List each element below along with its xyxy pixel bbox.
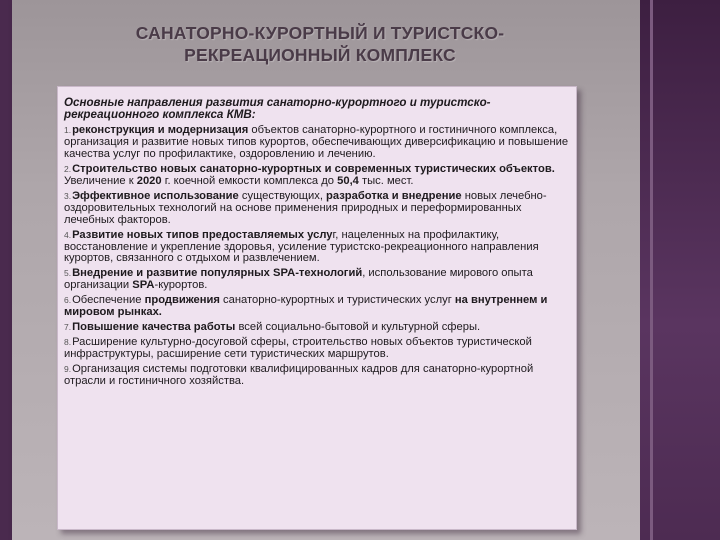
title-line-1: САНАТОРНО-КУРОРТНЫЙ И ТУРИСТСКО-: [135, 23, 505, 43]
list-item: [64, 364, 570, 388]
list-item: [64, 322, 570, 334]
slide-title: [60, 22, 580, 66]
item-text: Расширение культурно-досуговой сферы, строительство новых объектов туристической инфраструктуры, расширение сети туристических маршрутов.: [64, 335, 532, 360]
item-text: реконструкция и модернизация: [72, 124, 249, 137]
item-text: SPA: [132, 279, 155, 292]
item-text: , использование мирового опыта организации: [64, 267, 533, 292]
item-text: объектов санаторно-курортного и гостиничного комплекса, организация и развитие новых типов курортов, обеспечивающих диверсификацию и повышение качества услуг по профилактике, оздоровлению и лечению.: [64, 124, 569, 161]
list-item: [64, 191, 570, 227]
list-item: [64, 337, 570, 361]
item-number: 3.: [64, 190, 72, 201]
title-line-2: РЕКРЕАЦИОННЫЙ КОМПЛЕКС: [184, 45, 456, 65]
item-number: 8.: [64, 336, 72, 347]
item-text: Строительство новых санаторно-курортных и современных туристических объектов.: [72, 163, 555, 176]
item-text: санаторно-курортных и туристических услуг: [219, 294, 455, 307]
list-item: [64, 230, 570, 266]
item-number: 6.: [64, 295, 72, 306]
content-text: [64, 97, 570, 391]
list-item: [64, 268, 570, 292]
item-text: тыс. мест.: [358, 175, 414, 188]
item-number: 1.: [64, 125, 72, 136]
item-number: 2.: [64, 164, 72, 175]
item-text: -курортов.: [154, 279, 208, 292]
item-text: 2020: [136, 175, 162, 188]
decorative-bar: [650, 0, 653, 540]
list-item: [64, 125, 570, 161]
item-text: Внедрение и развитие популярных: [72, 267, 273, 280]
item-text: 50,4: [337, 175, 359, 188]
item-text: г. коечной емкости комплекса до: [161, 175, 338, 188]
item-text: -технологий: [295, 267, 363, 280]
item-number: 5.: [64, 268, 72, 279]
list-item: [64, 295, 570, 319]
item-text: Повышение качества работы: [72, 321, 236, 333]
list-item: [64, 164, 570, 188]
item-number: 9.: [64, 363, 72, 374]
item-number: 7.: [64, 322, 72, 332]
item-text: Эффективное использование: [72, 189, 239, 202]
item-text: продвижения: [144, 294, 220, 307]
decorative-side-panel: [640, 0, 720, 540]
item-text: на внутреннем и мировом рынках.: [64, 294, 548, 319]
item-text: SPA: [273, 267, 296, 280]
item-text: Развитие новых типов предоставляемых услу: [72, 228, 333, 241]
item-text: существующих,: [238, 189, 327, 202]
directions-list: [64, 125, 570, 387]
item-text: г, нацеленных на профилактику, восстановление и укрепление здоровья, усиление туристско-рекреационного направления курортов, связанного с отдыхом и развлечением.: [64, 228, 539, 265]
intro-heading: Основные направления развития санаторно-курортного и туристско-рекреационного комплекса КМВ:: [64, 96, 491, 122]
item-text: всей социально-бытовой и культурной сферы.: [235, 321, 481, 333]
item-text: Увеличение к: [64, 175, 137, 188]
item-text: разработка и внедрение: [326, 189, 462, 202]
item-text: Обеспечение: [72, 294, 145, 307]
item-number: 4.: [64, 229, 72, 240]
item-text: новых лечебно-оздоровительных технологий на основе применения природных и переформированных лечебных факторов.: [64, 189, 547, 226]
item-text: Организация системы подготовки квалифицированных кадров для санаторно-курортной отрасли и гостиничного хозяйства.: [64, 362, 534, 387]
